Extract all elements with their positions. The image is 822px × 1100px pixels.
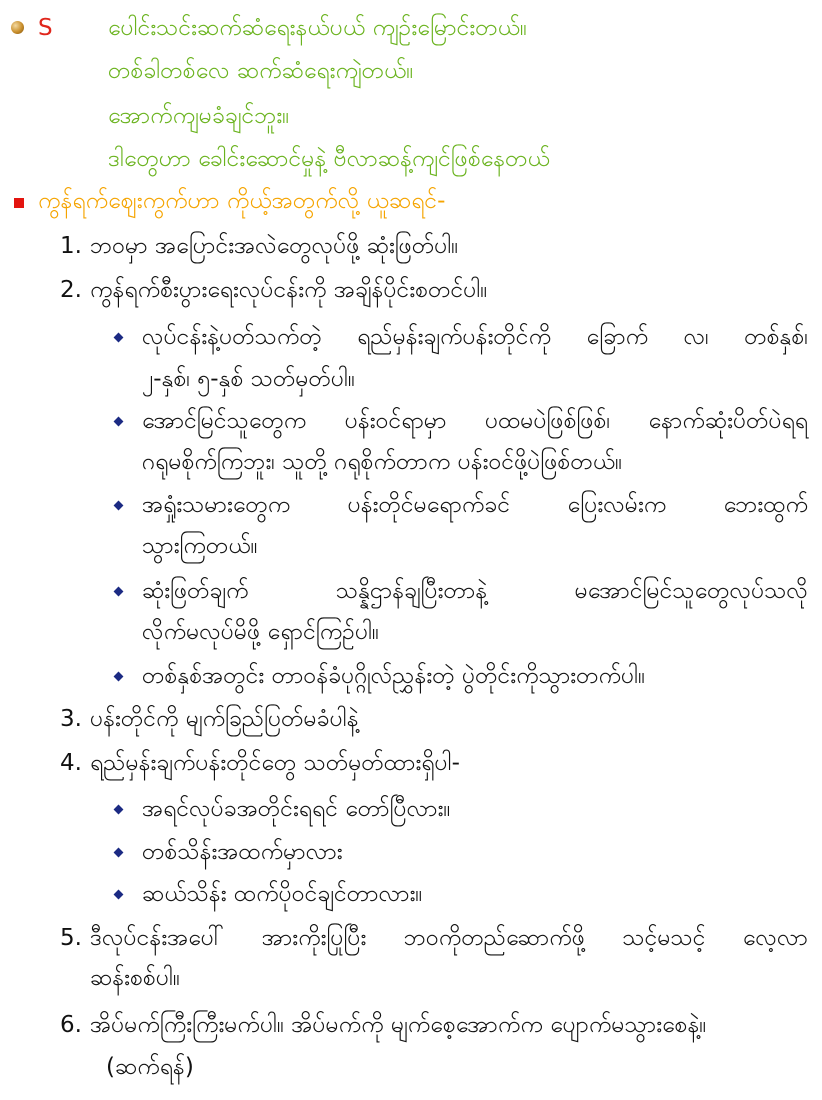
section-title: ကွန်ရက်ဈေးကွက်ဟာ ကိုယ့်အတွက်လို့ ယူဆရင်-	[38, 188, 446, 214]
item-4-text: ရည်မှန်းချက်ပန်းတိုင်တွေ သတ်မှတ်ထားရှိပါ-	[90, 750, 460, 776]
continued-label: (ဆက်ရန်)	[106, 1054, 194, 1080]
sub-bullet-7: တစ်သိန်းအထက်မှာလား	[142, 839, 343, 865]
bullet-ball-icon	[11, 21, 24, 34]
sub-bullet-2-line-1: အောင်မြင်သူတွေက ပန်းဝင်ရာမှာ ပထမပဲဖြစ်ဖြစ်၊ နောက်ဆုံးပိတ်ပဲရရ	[142, 408, 808, 434]
diamond-bullet-icon	[114, 417, 124, 427]
s-line-4: ဒါတွေဟာ ခေါင်းဆောင်မှုနဲ့ ဗီလာဆန့်ကျင်ဖြစ်နေတယ်	[108, 146, 550, 172]
section-s-label: S	[38, 15, 53, 41]
item-number-4: 4.	[60, 750, 82, 776]
sub-bullet-3-line-1: အရှုံးသမားတွေက ပန်းတိုင်မရောက်ခင် ပြေးလမ်းက ဘေးထွက်	[142, 492, 808, 518]
sub-bullet-4-line-1: ဆုံးဖြတ်ချက် သန္နိဌာန်ချပြီးတာနဲ့ မအောင်မြင်သူတွေလုပ်သလို	[142, 578, 808, 604]
diamond-bullet-icon	[114, 333, 124, 343]
diamond-bullet-icon	[114, 848, 124, 858]
item-number-6: 6.	[60, 1012, 82, 1038]
item-number-2: 2.	[60, 277, 82, 303]
diamond-bullet-icon	[114, 890, 124, 900]
item-5-text-line-2: ဆန်းစစ်ပါ။	[90, 965, 180, 991]
diamond-bullet-icon	[114, 501, 124, 511]
sub-bullet-2-line-2: ဂရုမစိုက်ကြဘူး၊ သူတို့ ဂရုစိုက်တာက ပန်းဝင်ဖို့ပဲဖြစ်တယ်။	[142, 449, 623, 475]
sub-bullet-8: ဆယ်သိန်း ထက်ပိုဝင်ချင်တာလား။	[142, 881, 423, 907]
sub-bullet-1-line-1: လုပ်ငန်းနဲ့ပတ်သက်တဲ့ ရည်မှန်းချက်ပန်းတိုင်ကို ခြောက် လ၊ တစ်နှစ်၊	[142, 324, 808, 350]
red-square-bullet-icon	[14, 198, 24, 208]
s-line-3: အောက်ကျမခံချင်ဘူး။	[108, 103, 290, 129]
item-3-text: ပန်းတိုင်ကို မျက်ခြည်ပြတ်မခံပါနဲ့	[90, 706, 359, 732]
item-2-text: ကွန်ရက်စီးပွားရေးလုပ်ငန်းကို အချိန်ပိုင်းစတင်ပါ။	[90, 277, 488, 303]
sub-bullet-6: အရင်လုပ်ခအတိုင်းရရင် တော်ပြီလား။	[142, 796, 451, 822]
sub-bullet-1-line-2: ၂-နှစ်၊ ၅-နှစ် သတ်မှတ်ပါ။	[142, 366, 355, 392]
s-line-2: တစ်ခါတစ်လေ ဆက်ဆံရေးကျဲတယ်။	[108, 58, 414, 84]
item-5-text-line-1: ဒီလုပ်ငန်းအပေါ် အားကိုးပြုပြီး ဘဝကိုတည်ဆောက်ဖို့ သင့်မသင့် လေ့လာ	[90, 925, 808, 951]
sub-bullet-5: တစ်နှစ်အတွင်း တာဝန်ခံပုဂ္ဂိုလ်ညွှန်းတဲ့ ပွဲတိုင်းကိုသွားတက်ပါ။	[142, 663, 646, 689]
diamond-bullet-icon	[114, 805, 124, 815]
diamond-bullet-icon	[114, 587, 124, 597]
sub-bullet-4-line-2: လိုက်မလုပ်မိဖို့ ရှောင်ကြဉ်ပါ။	[142, 619, 380, 645]
sub-bullet-3-line-2: သွားကြတယ်။	[142, 533, 258, 559]
item-number-3: 3.	[60, 706, 82, 732]
diamond-bullet-icon	[114, 672, 124, 682]
s-line-1: ပေါင်းသင်းဆက်ဆံရေးနယ်ပယ် ကျဥ်းမြောင်းတယ်။	[108, 15, 527, 41]
item-1-text: ဘဝမှာ အပြောင်းအလဲတွေလုပ်ဖို့ ဆုံးဖြတ်ပါ။	[90, 233, 459, 259]
item-number-5: 5.	[60, 925, 82, 951]
item-number-1: 1.	[60, 233, 82, 259]
item-6-text: အိပ်မက်ကြီးကြီးမက်ပါ။ အိပ်မက်ကို မျက်စေ့အောက်က ပျောက်မသွားစေနဲ့။	[90, 1012, 707, 1038]
